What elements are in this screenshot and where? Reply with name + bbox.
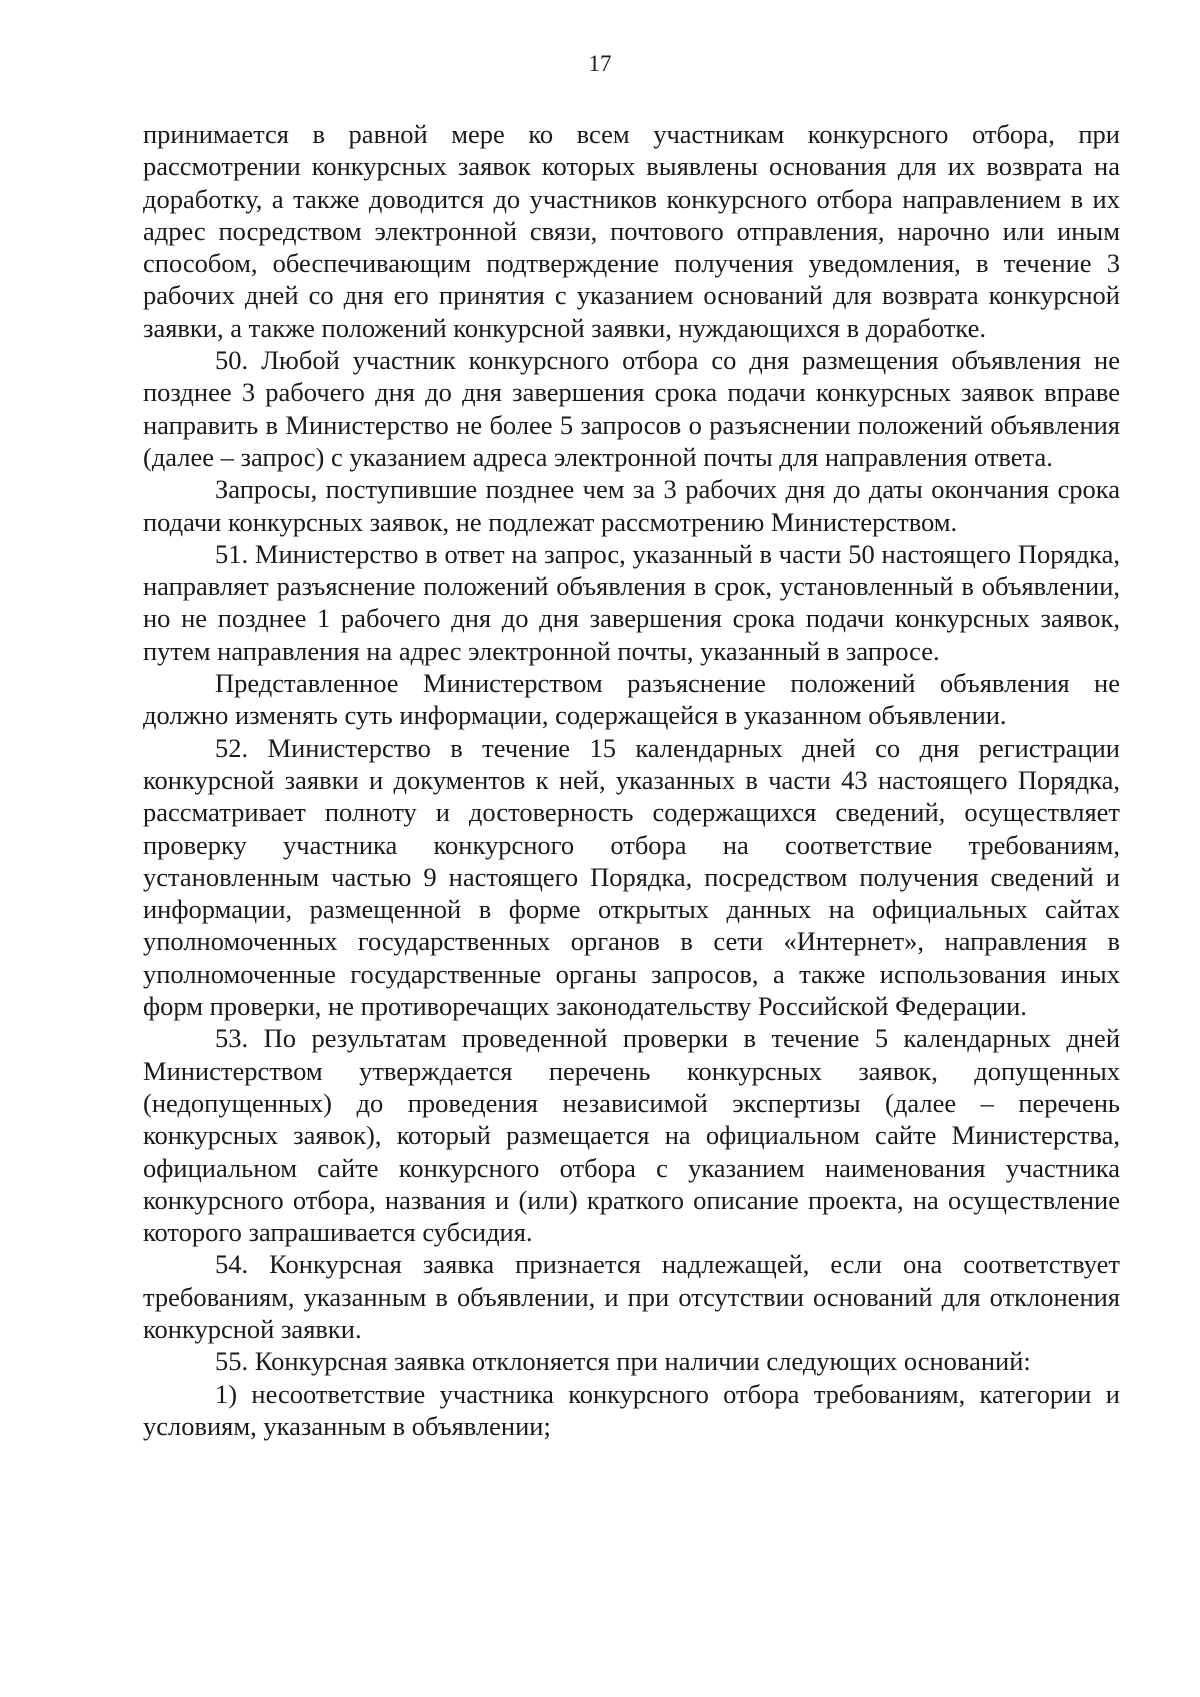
paragraph-continuation: принимается в равной мере ко всем участникам конкурсного отбора, при рассмотрении конкурсных заявок которых выявлены основания для их возврата на доработку, а также доводится до участников конкурсного отбора направлением в их адрес посредством электронной связи, почтового отправления, нарочно или иным способом, обеспечивающим подтверждение получения уведомления, в течение 3 рабочих дней со дня его принятия с указанием оснований для возврата конкурсной заявки, а также положений конкурсной заявки, нуждающихся в доработке.	[143, 119, 1120, 343]
paragraph-51-clarification: Представленное Министерством разъяснение положений объявления не должно изменять суть информации, содержащейся в указанном объявлении.	[143, 668, 1120, 731]
paragraph-53: 53. По результатам проведенной проверки в течение 5 календарных дней Министерством утверждается перечень конкурсных заявок, допущенных (недопущенных) до проведения независимой экспертизы (далее – перечень конкурсных заявок), который размещается на официальном сайте Министерства, официальном сайте конкурсного отбора с указанием наименования участника конкурсного отбора, названия и (или) краткого описание проекта, на осуществление которого запрашивается субсидия.	[143, 1023, 1120, 1248]
paragraph-51: 51. Министерство в ответ на запрос, указанный в части 50 настоящего Порядка, направляет разъяснение положений объявления в срок, установленный в объявлении, но не позднее 1 рабочего дня до дня завершения срока подачи конкурсных заявок, путем направления на адрес электронной почты, указанный в запросе.	[143, 538, 1120, 666]
document-body	[143, 118, 1120, 1442]
paragraph-55: 55. Конкурсная заявка отклоняется при наличии следующих оснований:	[215, 1346, 1031, 1377]
paragraph-50: 50. Любой участник конкурсного отбора со дня размещения объявления не позднее 3 рабочего дня до дня завершения срока подачи конкурсных заявок вправе направить в Министерство не более 5 запросов о разъяснении положений объявления (далее – запрос) с указанием адреса электронной почты для направления ответа.	[143, 345, 1120, 472]
paragraph-54: 54. Конкурсная заявка признается надлежащей, если она соответствует требованиям, указанным в объявлении, и при отсутствии оснований для отклонения конкурсной заявки.	[143, 1249, 1120, 1344]
paragraph-55-item-1: 1) несоответствие участника конкурсного отбора требованиям, категории и условиям, указанным в объявлении;	[143, 1378, 1120, 1441]
paragraph-50-requests: Запросы, поступившие позднее чем за 3 рабочих дня до даты окончания срока подачи конкурсных заявок, не подлежат рассмотрению Министерством.	[143, 474, 1120, 537]
page-number: 17	[588, 51, 612, 76]
paragraph-52: 52. Министерство в течение 15 календарных дней со дня регистрации конкурсной заявки и документов к ней, указанных в части 43 настоящего Порядка, рассматривает полноту и достоверность содержащихся сведений, осуществляет проверку участника конкурсного отбора на соответствие требованиям, установленным частью 9 настоящего Порядка, посредством получения сведений и информации, размещенной в форме открытых данных на официальных сайтах уполномоченных государственных органов в сети «Интернет», направления в уполномоченные государственные органы запросов, а также использования иных форм проверки, не противоречащих законодательству Российской Федерации.	[143, 732, 1120, 1022]
